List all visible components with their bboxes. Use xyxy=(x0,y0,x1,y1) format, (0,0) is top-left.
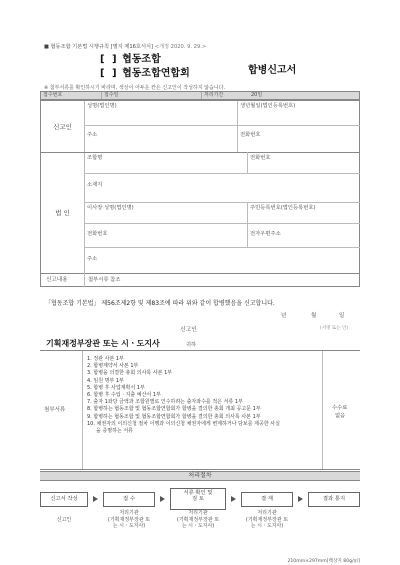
arrow-right-icon xyxy=(93,496,98,502)
list-item: 10. 채권자의 이의신청 절차 이행과 이의신청 채권자에게 변제하거나 담보를 제공한 사실 xyxy=(87,420,280,427)
list-item: 4. 임원 명부 1부 xyxy=(87,377,124,384)
location-field[interactable]: 소재지 xyxy=(87,182,103,188)
arrow-right-icon xyxy=(298,496,303,502)
attachments-label: 첨부서류 xyxy=(44,407,66,413)
main-form-table xyxy=(40,100,360,287)
attachments-list xyxy=(87,356,317,435)
section-applicant: 신고인 xyxy=(53,123,72,131)
reception-date-label: 접수일 xyxy=(101,92,119,99)
actor-approval: 처리기관 (기획재정부장관 또 는 시ㆍ도지사) xyxy=(245,510,289,530)
report-content-label: 신고내용 xyxy=(46,277,68,283)
addressee: 기획재정부장관 또는 시ㆍ도지사 xyxy=(46,339,160,348)
list-item: 1. 정관 사본 1부 xyxy=(87,356,124,362)
reception-number-label: 접수번호 xyxy=(43,92,63,98)
attachments-label-cell xyxy=(40,351,83,469)
step-notify-result: 결과 통지 xyxy=(308,492,360,507)
list-item: 6. 합병 후 수입ㆍ지출 예산서 1부 xyxy=(87,392,161,399)
addressee-honorific: 귀하 xyxy=(186,342,197,348)
step-approval: 결 재 xyxy=(241,492,293,507)
applicant-birth-field[interactable]: 생년월일(법인등록번호) xyxy=(240,103,296,109)
actor-reception: 처리기관 (기획재정부장관 또 는 시ㆍ도지사) xyxy=(107,510,151,530)
list-item: 5. 합병 후 사업계획서 1부 xyxy=(87,384,145,391)
section-corporation: 법 인 xyxy=(55,209,70,217)
list-item: 9. 합병하는 협동조합 및 협동조합연합회가 합병을 결의한 총회 의사록 사본 1부 xyxy=(87,413,261,420)
applicant-phone-field[interactable]: 전화번호 xyxy=(240,132,261,138)
arrow-right-icon xyxy=(231,496,236,502)
legal-reference: ■ 협동조합 기본법 시행규칙 [별지 제16호서식] <개정 2020. 9. 29.> xyxy=(44,44,207,50)
corporation-address-field[interactable]: 주소 xyxy=(87,256,98,262)
procedure-title-bar xyxy=(40,471,360,481)
step-review: 서류 확인 및 검 토 xyxy=(170,488,226,510)
checkbox-bracket[interactable]: [ ] xyxy=(100,68,119,79)
applicant-address-field[interactable]: 주소 xyxy=(87,132,98,138)
instruction-note: ※ 첨부서류를 확인하시기 바라며, 색상이 어두운 칸은 신고인이 작성하지 않습니다. xyxy=(44,85,226,91)
union-name-field[interactable]: 조합명 xyxy=(87,155,103,161)
report-content-value: 첨부서류 참조 xyxy=(88,277,121,283)
director-name-field[interactable]: 이사장 성명(법인명) xyxy=(87,205,134,211)
form-header xyxy=(100,52,320,82)
signature-applicant-label: 신고인 xyxy=(180,327,197,333)
corporation-phone-field[interactable]: 전화번호 xyxy=(250,155,271,161)
kind-option-cooperative[interactable]: [ ] 협동조합 xyxy=(100,54,161,65)
list-item: 8. 합병하는 협동조합 및 협동조합연합회가 합병을 결의한 총회 개최 공고문 1부 xyxy=(87,406,261,413)
processing-period-value: 20일 xyxy=(251,92,263,98)
form-title: 합병신고서 xyxy=(248,65,297,76)
month-label: 월 xyxy=(311,313,317,319)
list-item: 을 증명하는 서류 xyxy=(96,428,133,435)
day-label: 일 xyxy=(339,313,345,319)
list-item: 2. 합병계약서 사본 1부 xyxy=(87,363,139,370)
legal-citation: 「협동조합 기본법」 제56조제2항 및 제83조에 따라 위와 같이 합병했음을 신고합니다. xyxy=(45,300,275,307)
fee-label: 수수료 xyxy=(332,405,348,411)
arrow-right-icon xyxy=(160,496,165,502)
step-write-report: 신고서 작성 xyxy=(40,492,88,507)
signature-seal-tag[interactable]: (서명 또는 인) xyxy=(320,326,349,331)
processing-period-label: 처리기간 xyxy=(201,92,223,99)
corporation-phone2-field[interactable]: 전화번호 xyxy=(87,231,108,237)
actor-review: 처리기관 (기획재정부장관 또 는 시ㆍ도지사) xyxy=(176,510,220,530)
email-field[interactable]: 전자우편주소 xyxy=(250,231,281,237)
fee-cell xyxy=(322,351,360,469)
kind-option-federation[interactable]: [ ] 협동조합연합회 xyxy=(100,68,190,79)
actor-applicant: 신고인 xyxy=(56,517,72,523)
paper-spec: 210mm×297mm[백상지 80g/㎡] xyxy=(287,559,360,564)
checkbox-bracket[interactable]: [ ] xyxy=(100,54,119,65)
attachments-table xyxy=(40,350,360,470)
list-item: 3. 합병을 의결한 총회 의사록 사본 1부 xyxy=(87,370,173,377)
list-item: 7. 출자 1좌당 금액과 조합원별로 인수하려는 출자좌수를 적은 서류 1부 xyxy=(87,399,243,406)
version-label: <개정 2020. 9. 29.> xyxy=(154,44,207,50)
procedure-title: 처리절차 xyxy=(188,472,212,479)
year-label: 년 xyxy=(281,313,287,319)
applicant-name-field[interactable]: 성명(법인명) xyxy=(87,103,117,109)
resident-number-field[interactable]: 주민등록번호(법인등록번호) xyxy=(250,205,316,211)
step-reception: 접 수 xyxy=(103,492,155,507)
reception-row xyxy=(40,91,360,100)
fee-value: 없음 xyxy=(335,413,346,419)
